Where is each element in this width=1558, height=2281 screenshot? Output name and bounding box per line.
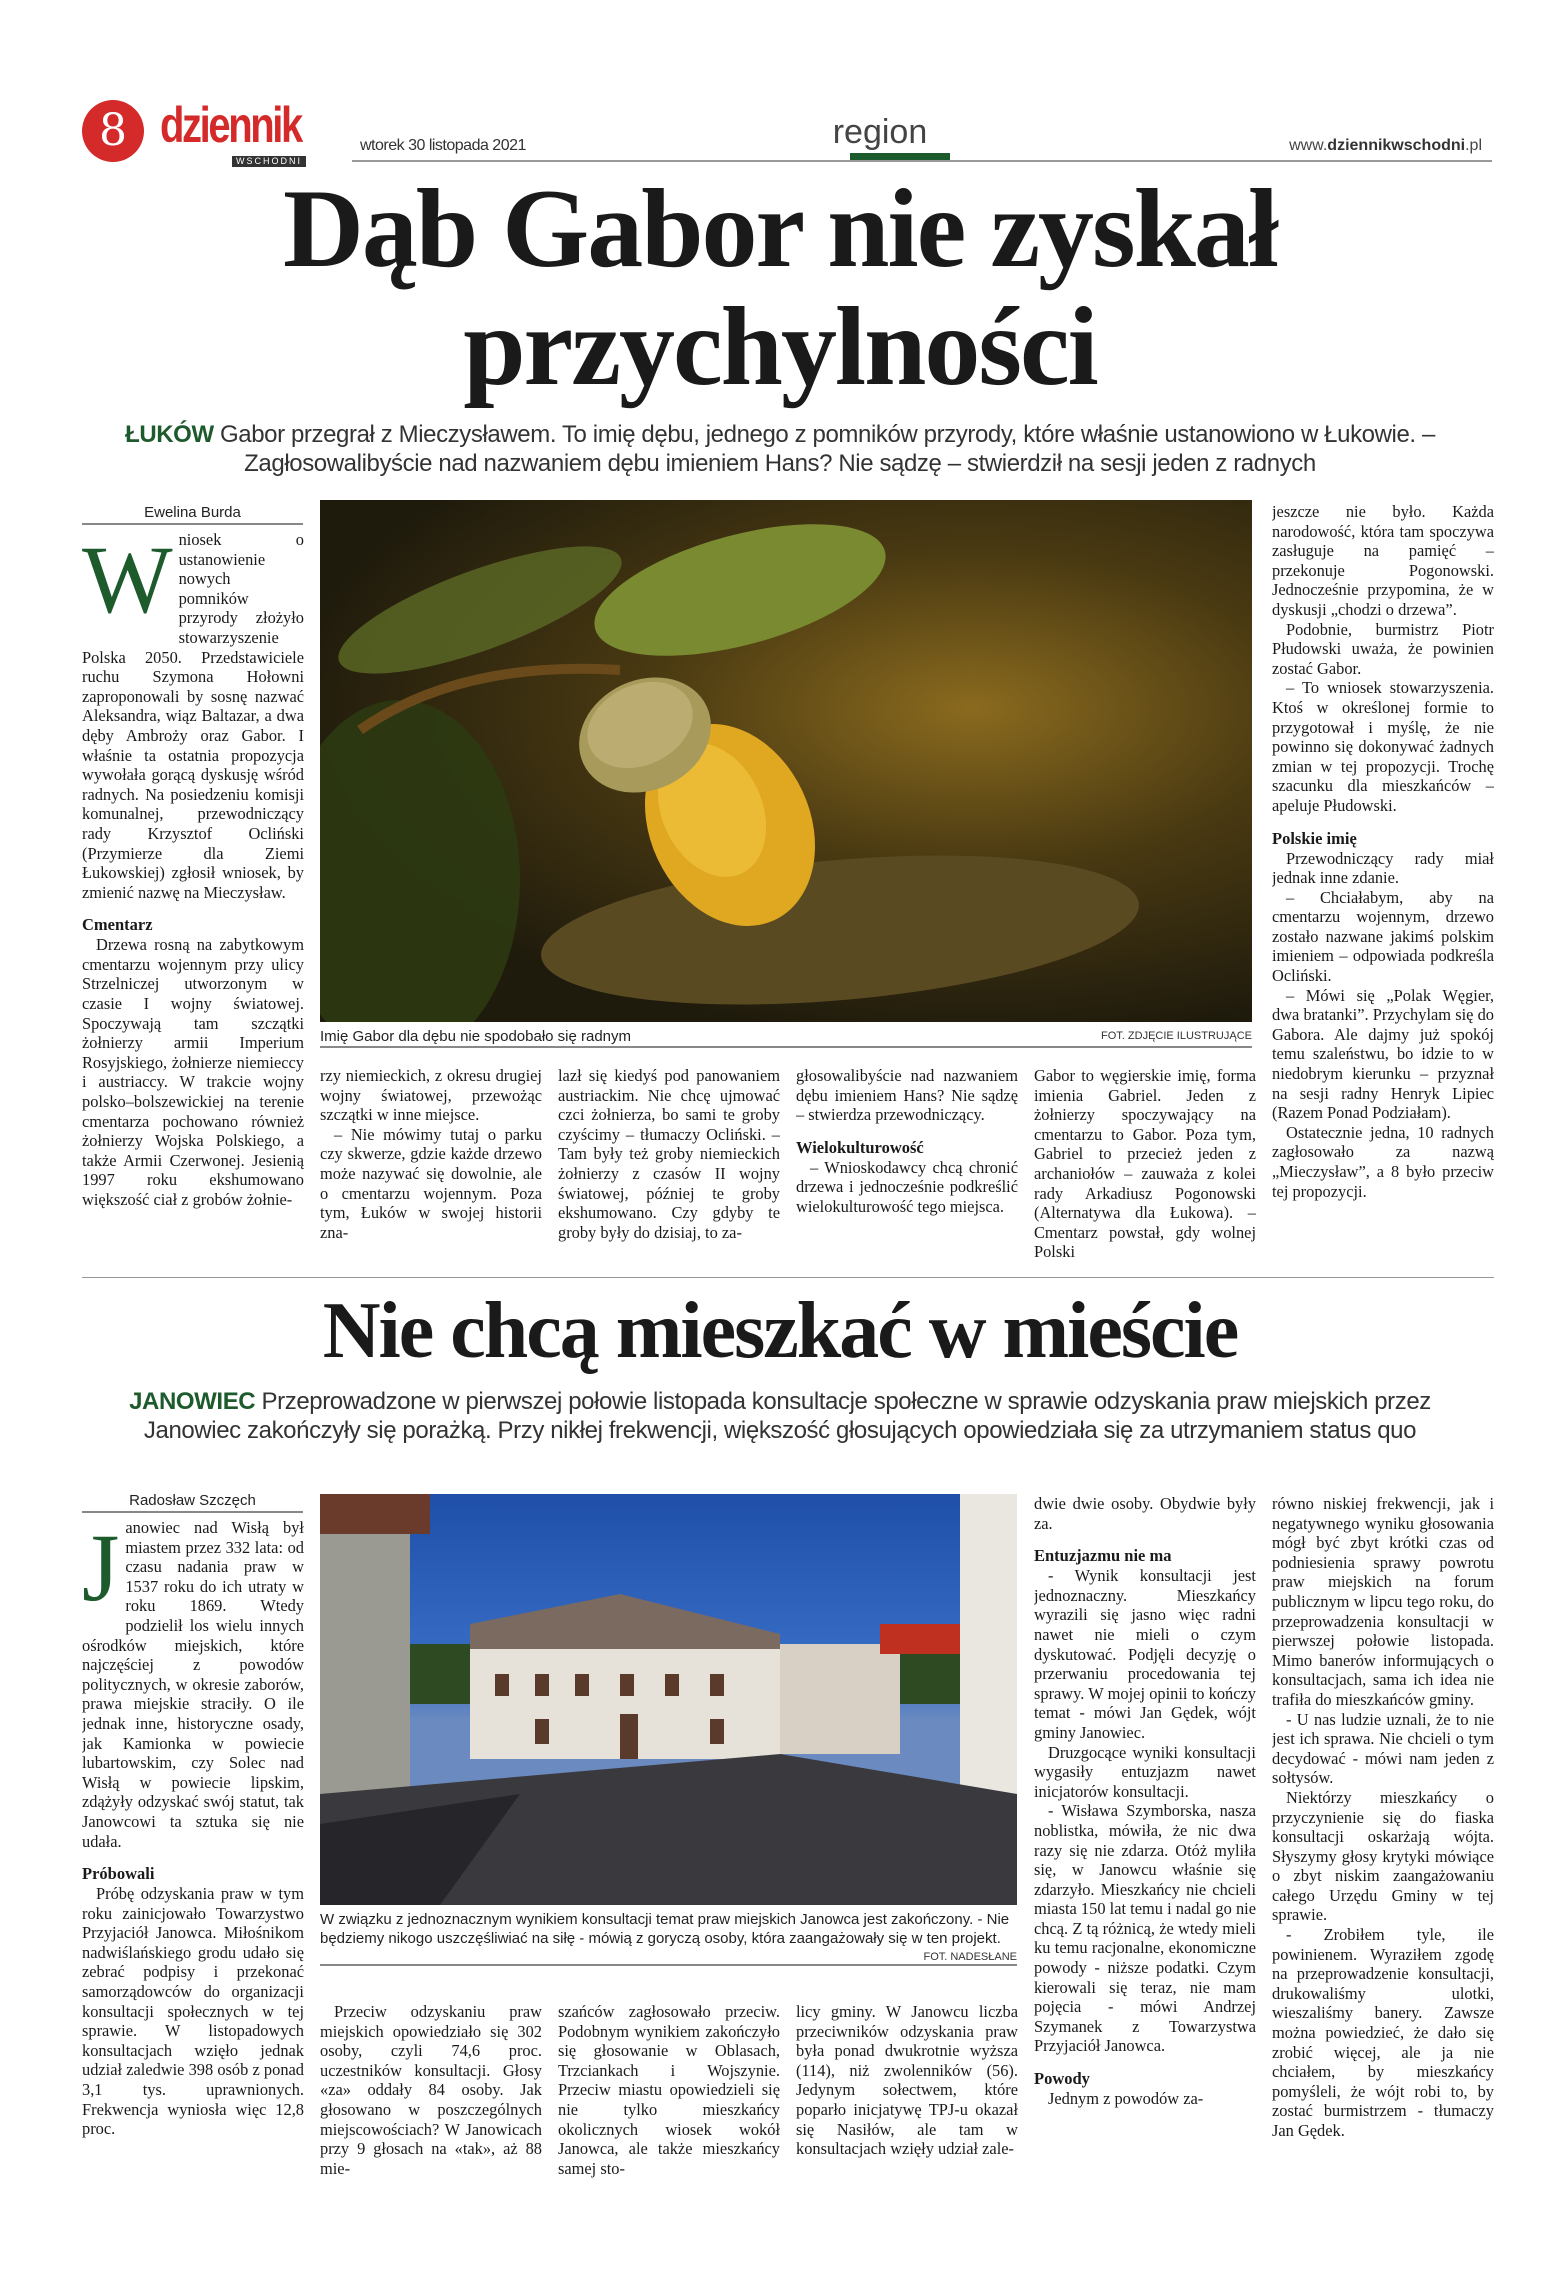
town-hall-illustration [320, 1494, 1017, 1905]
article1-column-4 [796, 1066, 1018, 1266]
paragraph: jeszcze nie było. Każda narodowość, która tam spoczywa zasługuje na pamięć – przekonuje Pogonowski. Jednocześnie przypomina, że w dyskusji „chodzi o drzewa”. [1272, 502, 1494, 619]
lead-place: JANOWIEC [129, 1388, 256, 1415]
subheading: Powody [1034, 2069, 1090, 2089]
paragraph: Ostatecznie jedna, 10 radnych zagłosowało za nazwą „Mieczysław”, a 8 było przeciw tej propozycji. [1272, 1122, 1494, 1201]
paragraph: Niektórzy mieszkańcy o przyczynienie się do fiaska konsultacji oskarżają wójta. Słyszymy głosy krytyki mówiące o zbyt niskim zaangażowaniu całego Urzędu Gminy w tej sprawie. [1272, 1787, 1494, 1925]
paragraph: Przewodniczący rady miał jednak inne zdanie. [1272, 848, 1494, 888]
paragraph: lazł się kiedyś pod panowaniem austriackim. Nie chcę ujmować czci żołnierza, bo sami te groby czyścimy – tłumaczy Ocliński. – Tam były też groby niemieckich żołnierzy z czasów II wojny światowej, później te groby ekshumowano. Czy gdyby te groby były do dzisiaj, to za- [558, 1066, 780, 1242]
article2-byline: Radosław Szczęch [82, 1491, 303, 1513]
article-divider [82, 1277, 1494, 1278]
article2-photo-town [320, 1494, 1017, 1905]
article1-column-3 [558, 1066, 780, 1266]
subheading: Entuzjazmu nie ma [1034, 1546, 1172, 1566]
paragraph: Drzewa rosną na zabytkowym cmentarzu wojennym przy ulicy Strzelniczej utworzonym w czasie I wojny światowej. Spoczywają tam szczątki żołnierzy armii Imperium Rosyjskiego, żołnierze niemieccy i austriaccy. W trakcie wojny polsko–bolszewickiej na terenie cmentarza pochowano również żołnierzy Wojska Polskiego, a także Armii Czerwonej. Jesienią 1997 roku ekshumowano większość ciał z grobów żołnie- [82, 935, 304, 1209]
paragraph: - Wisława Szymborska, nasza noblistka, mówiła, że nic dwa razy się nie zdarza. Otóż myliła się, w Janowcu właśnie się zdarzyło. Mieszkańcy nie chcieli miasta 150 lat temu i nadal go nie chcą. Z tą różnicą, że wtedy mieli ku temu racjonalne, ekonomiczne powody - niższe podatki. Czym kierowali się teraz, nie mam pojęcia - mówi Andrzej Szymanek z Towarzystwa Przyjaciół Janowca. [1034, 1801, 1256, 2056]
article1-headline: Dąb Gabor nie zyskał przychylności [282, 167, 1278, 409]
paragraph: Podobnie, burmistrz Piotr Płudowski uważa, że powinien zostać Gabor. [1272, 619, 1494, 678]
paragraph: równo niskiej frekwencji, jak i negatywnego wyniku głosowania mógł być zbyt krótki czas od podniesienia sprawy powrotu praw miejskich na forum publicznym w lipcu tego roku, do przeprowadzenia konsultacji w pierwszej połowie listopada. Mimo banerów informujących o konsultacjach, sama ich idea nie trafiła do mieszkańców gminy. [1272, 1494, 1494, 1709]
article1-column-2 [320, 1066, 542, 1266]
header-rule [352, 160, 1492, 162]
article2-column-5 [1034, 1494, 1256, 2184]
acorn-illustration [320, 500, 1252, 1022]
paragraph: rzy niemieckich, z okresu drugiej wojny światowej, przewożąc szczątki w inne miejsce. [320, 1066, 542, 1125]
subheading: Próbowali [82, 1864, 155, 1884]
paragraph: – Wnioskodawcy chcą chronić drzewa i jednocześnie podkreślić wielokulturowość tego miejsca. [796, 1157, 1018, 1216]
paragraph: - Wynik konsultacji jest jednoznaczny. Mieszkańcy wyrazili się jasno więc radni nawet nie mieli o czym dyskutować. Podjęli decyzję o przerwaniu procedowania tej sprawy. W mojej opinii to kończy temat - mówi Jan Gędek, wójt gminy Janowiec. [1034, 1566, 1256, 1742]
paragraph: dwie dwie osoby. Obydwie były za. [1034, 1494, 1256, 1533]
article2-headline: Nie chcą mieszkać w mieście [322, 1287, 1238, 1375]
paragraph: Druzgocące wyniki konsultacji wygasiły entuzjazm nawet inicjatorów konsultacji. [1034, 1742, 1256, 1801]
paragraph: szańców zagłosowało przeciw. Podobnym wynikiem zakończyło się głosowanie w Oblasach, Trzciankach i Wojszynie. Przeciw miastu opowiedzieli się nie tylko mieszkańcy okolicznych wiosek wokół Janowca, ale także mieszkańcy samej sto- [558, 2002, 780, 2178]
website-link[interactable] [1289, 137, 1482, 155]
article1-column-1 [82, 530, 304, 1265]
section-bar [850, 153, 950, 160]
photo-credit: FOT. NADESŁANE [923, 1951, 1017, 1963]
article2-column-6 [1272, 1494, 1494, 2184]
paragraph: - U nas ludzie uznali, że to nie jest ich sprawa. Nie chcieli o tym decydować - mówi nam jeden z sołtysów. [1272, 1709, 1494, 1788]
paragraph: – Chciałabym, aby na cmentarzu wojennym, drzewo zostało nazwane jakimś polskim imieniem – odpowiada podkreśla Ocliński. [1272, 887, 1494, 986]
article1-photo-acorn [320, 500, 1252, 1022]
page-number: 8 [82, 100, 144, 162]
article2-lead [110, 1387, 1450, 1445]
newspaper-logo-sub: WSCHODNI [232, 156, 306, 167]
article1-lead [110, 420, 1450, 478]
section-label: region [832, 113, 928, 151]
paragraph: – Mówi się „Polak Węgier, dwa bratanki”. Przychylam się do Gabora. Ale dajmy już spokój temu szaleństwu, bo idzie to w niedobrym kierunku – przyznał na sesji radny Henryk Lipiec (Razem Ponad Podziałam). [1272, 985, 1494, 1123]
paragraph: Przeciw odzyskaniu praw miejskich opowiedziało się 302 osoby, czyli 74,6 proc. uczestników konsultacji. Głosy «za» oddały 84 osoby. Jak głosowano w poszczególnych miejscowościach? W Janowicach przy 9 głosach na «tak», aż 88 mie- [320, 2002, 542, 2178]
article1-photo-caption [320, 1027, 1252, 1048]
paragraph: anowiec nad Wisłą był miastem przez 332 lata: od czasu nadania praw w 1537 roku do ich utraty w roku 1869. Wtedy podzielił los wielu innych ośrodków miejskich, które najczęściej z powodów politycznych, w okresie zaborów, prawa miejskie straciły. O ile jednak inne, historyczne osady, jak Kamionka w powiecie lubartowskim, czy Solec nad Wisłą w powiecie lipskim, zdążyły odzyskać swój statut, tak Janowcowi ta sztuka się nie udała. [82, 1518, 304, 1851]
paragraph: – To wniosek stowarzyszenia. Ktoś w określonej formie to przygotował i myślę, że nie powinno się dokonywać żadnych zmian w tej propozycji. Trochę szacunku dla mieszkańców – apeluje Płudowski. [1272, 678, 1494, 815]
article2-photo-caption [320, 1910, 1017, 1966]
photo-credit: FOT. ZDJĘCIE ILUSTRUJĄCE [1101, 1030, 1252, 1042]
caption-text: W związku z jednoznacznym wynikiem konsultacji temat praw miejskich Janowca jest zakończony. - Nie będziemy nikogo uszczęśliwiać na siłę - mówią z goryczą osoby, która zaangażowały się w ten projekt. [320, 1911, 1010, 1947]
article2-column-2 [320, 2002, 542, 2184]
lead-text: Gabor przegrał z Mieczysławem. To imię dębu, jednego z pomników przyrody, które właśnie ustanowiono w Łukowie. – Zagłosowalibyście nad nazwaniem dębu imieniem Hans? Nie sądzę – stwierdził na sesji jeden z radnych [220, 421, 1435, 477]
paragraph: niosek o ustanowienie nowych pomników przyrody złożyło stowarzyszenie Polska 2050. Przedstawiciele ruchu Szymona Hołowni zaproponowali by sosnę nazwać Aleksandra, wiąz Baltazar, a dwa dęby Ambroży oraz Gabor. I właśnie ta ostatnia propozycja wywołała gorącą dyskusję wśród radnych. Na posiedzeniu komisji komunalnej, przewodniczący rady Krzysztof Ocliński (Przymierze dla Ziemi Łukowskiej) zgłosił wniosek, by zmienić nazwę na Mieczysław. [82, 530, 304, 902]
subheading: Polskie imię [1272, 828, 1357, 848]
website-domain: dziennikwschodni [1327, 137, 1466, 154]
newspaper-logo: dziennik [160, 97, 301, 153]
lead-place: ŁUKÓW [125, 421, 214, 448]
paragraph: - Zrobiłem tyle, ile powinienem. Wyraziłem zgodę na przeprowadzenie konsultacji, drukowaliśmy ulotki, wieszaliśmy banery. Zawsze można powiedzieć, że dało się zrobić więcej, ale ja nie chciałem, by mieszkańcy pomyśleli, że wójt robi to, by zostać burmistrzem - tłumaczy Jan Gędek. [1272, 1925, 1494, 2140]
article1-column-5 [1034, 1066, 1256, 1266]
article1-byline: Ewelina Burda [82, 503, 303, 525]
article2-column-3 [558, 2002, 780, 2184]
paragraph: Jednym z powodów za- [1048, 2089, 1204, 2109]
paragraph: głosowalibyście nad nazwaniem dębu imieniem Hans? Nie sądzę – stwierdza przewodniczący. [796, 1066, 1018, 1125]
website-suffix: .pl [1465, 137, 1482, 154]
article2-column-4 [796, 2002, 1018, 2184]
issue-date: wtorek 30 listopada 2021 [360, 137, 526, 154]
subheading: Cmentarz [82, 915, 153, 935]
article2-column-1 [82, 1518, 304, 2183]
paragraph: licy gminy. W Janowcu liczba przeciwników odzyskania praw była ponad dwukrotnie wyższa (114), niż zwolenników (56). Jedynym sołectwem, które poparło inicjatywę TPJ-u okazał się Nasiłów, ale tam w konsultacjach wzięły udział zale- [796, 2002, 1018, 2159]
caption-text: Imię Gabor dla dębu nie spodobało się radnym [320, 1028, 632, 1045]
website-prefix: www. [1289, 137, 1328, 154]
drop-cap: J [82, 1518, 120, 1621]
paragraph: Gabor to węgierskie imię, forma imienia Gabriel. Jeden z żołnierzy spoczywający na cmentarzu to Gabor. Poza tym, Gabriel to przecież jeden z archaniołów – zauważa z kolei rady Arkadiusz Pogonowski (Alternatywa dla Łukowa). – Cmentarz powstał, gdy wolnej Polski [1034, 1066, 1256, 1262]
paragraph: Próbę odzyskania praw w tym roku zainicjowało Towarzystwo Przyjaciół Janowca. Miłośnikom nadwiślańskiego grodu udało się zebrać podpisy i przekonać samorządowców do organizacji konsultacji społecznych w tej sprawie. W listopadowych konsultacjach wzięło jednak udział zaledwie 398 osób z ponad 3,1 tys. uprawnionych. Frekwencja wyniosła więc 12,8 proc. [82, 1884, 304, 2139]
drop-cap: W [82, 530, 173, 633]
paragraph: – Nie mówimy tutaj o parku czy skwerze, gdzie każde drzewo może nazywać się dowolnie, ale o cmentarzu wojennym. Poza tym, Łuków w swojej historii zna- [320, 1124, 542, 1242]
lead-text: Przeprowadzone w pierwszej połowie listopada konsultacje społeczne w sprawie odzyskania praw miejskich przez Janowiec zakończyły się porażką. Przy nikłej frekwencji, większość głosujących opowiedziała się za utrzymaniem status quo [143, 1388, 1431, 1444]
subheading: Wielokulturowość [796, 1137, 924, 1157]
article1-column-6 [1272, 502, 1494, 1266]
